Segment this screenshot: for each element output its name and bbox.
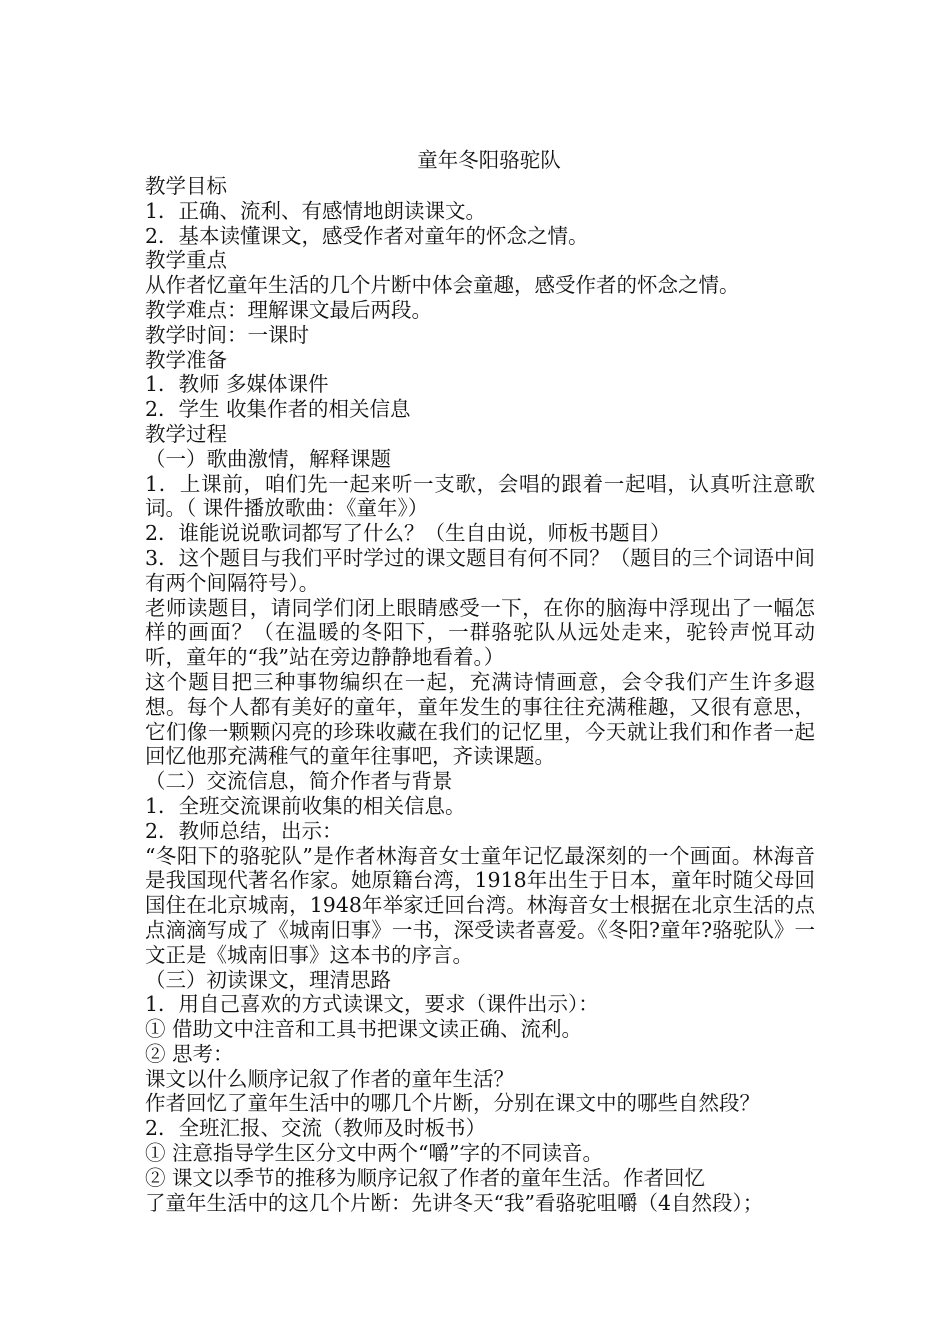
section-heading-goals: 教学目标: [145, 174, 227, 198]
process-step-3: 3．这个题目与我们平时学过的课文题目有何不同？（题目的三个词语中间有两个间隔符号）。: [145, 545, 815, 595]
thinking-question-2: 作者回忆了童年生活中的哪几个片断，分别在课文中的哪些自然段？: [145, 1091, 760, 1116]
report-item-2-continued: 了童年生活中的这几个片断：先讲冬天“我”看骆驼咀嚼（4自然段）；: [145, 1190, 764, 1215]
key-point-text: 从作者忆童年生活的几个片断中体会童趣，感受作者的怀念之情。: [145, 273, 740, 298]
section-heading-process: 教学过程: [145, 421, 227, 446]
subsection-heading-1: （一）歌曲激情，解释课题: [145, 446, 391, 471]
thinking-question-1: 课文以什么顺序记叙了作者的童年生活？: [145, 1066, 514, 1091]
exchange-step-1: 1．全班交流课前收集的相关信息。: [145, 793, 466, 818]
subsection-heading-3: （三）初读课文，理清思路: [145, 967, 391, 992]
reading-requirement-1: ① 借助文中注音和工具书把课文读正确、流利。: [145, 1017, 583, 1042]
teacher-reading-paragraph: 老师读题目，请同学们闭上眼睛感受一下，在你的脑海中浮现出了一幅怎样的画面？（在温暖的冬阳下，一群骆驼队从远处走来，驼铃声悦耳动听，童年的“我”站在旁边静静地看着。）: [145, 595, 815, 670]
exchange-step-2: 2．教师总结，出示：: [145, 818, 343, 843]
reading-step-2: 2．全班汇报、交流（教师及时板书）: [145, 1116, 487, 1141]
title-explanation-paragraph: 这个题目把三种事物编织在一起，充满诗情画意，会令我们产生许多遐想。每个人都有美好的童年，童年发生的事往往充满稚趣，又很有意思，它们像一颗颗闪亮的珍珠收藏在我们的记忆里，今天就让我们和作者一起回忆他那充满稚气的童年往事吧，齐读课题。: [145, 669, 815, 769]
reading-step-1: 1．用自己喜欢的方式读课文，要求（课件出示）：: [145, 992, 599, 1017]
difficulty-text: 教学难点：理解课文最后两段。: [145, 297, 432, 322]
preparation-item-2: 2．学生 收集作者的相关信息: [145, 397, 411, 422]
report-item-2: ② 课文以季节的推移为顺序记叙了作者的童年生活。作者回忆: [145, 1165, 706, 1190]
report-item-1: ① 注意指导学生区分文中两个“嚼”字的不同读音。: [145, 1141, 603, 1166]
section-heading-key-points: 教学重点: [145, 248, 227, 273]
preparation-item-1: 1．教师 多媒体课件: [145, 372, 329, 397]
process-step-2: 2．谁能说说歌词都写了什么？（生自由说，师板书题目）: [145, 521, 671, 546]
goal-item-2: 2．基本读懂课文，感受作者对童年的怀念之情。: [145, 223, 589, 248]
subsection-heading-2: （二）交流信息，简介作者与背景: [145, 769, 453, 794]
reading-requirement-2: ② 思考：: [145, 1041, 234, 1066]
document-title: 童年冬阳骆驼队: [417, 148, 561, 172]
process-step-1: 1．上课前，咱们先一起来听一支歌，会唱的跟着一起唱，认真听注意歌词。（ 课件播放歌曲：《童年》）: [145, 471, 815, 521]
section-heading-preparation: 教学准备: [145, 347, 227, 372]
goal-item-1: 1．正确、流利、有感情地朗读课文。: [145, 198, 487, 223]
author-background-paragraph: “冬阳下的骆驼队”是作者林海音女士童年记忆最深刻的一个画面。林海音是我国现代著名作家。她原籍台湾，1918年出生于日本，童年时随父母回国住在北京城南，1948年举家迁回台湾。林海音女士根据在北京生活的点点滴滴写成了《城南旧事》一书，深受读者喜爱。《冬阳?童年?骆驼队》一文正是《城南旧事》这本书的序言。: [145, 843, 815, 967]
time-text: 教学时间：一课时: [145, 322, 309, 347]
document-page: [145, 146, 815, 1215]
